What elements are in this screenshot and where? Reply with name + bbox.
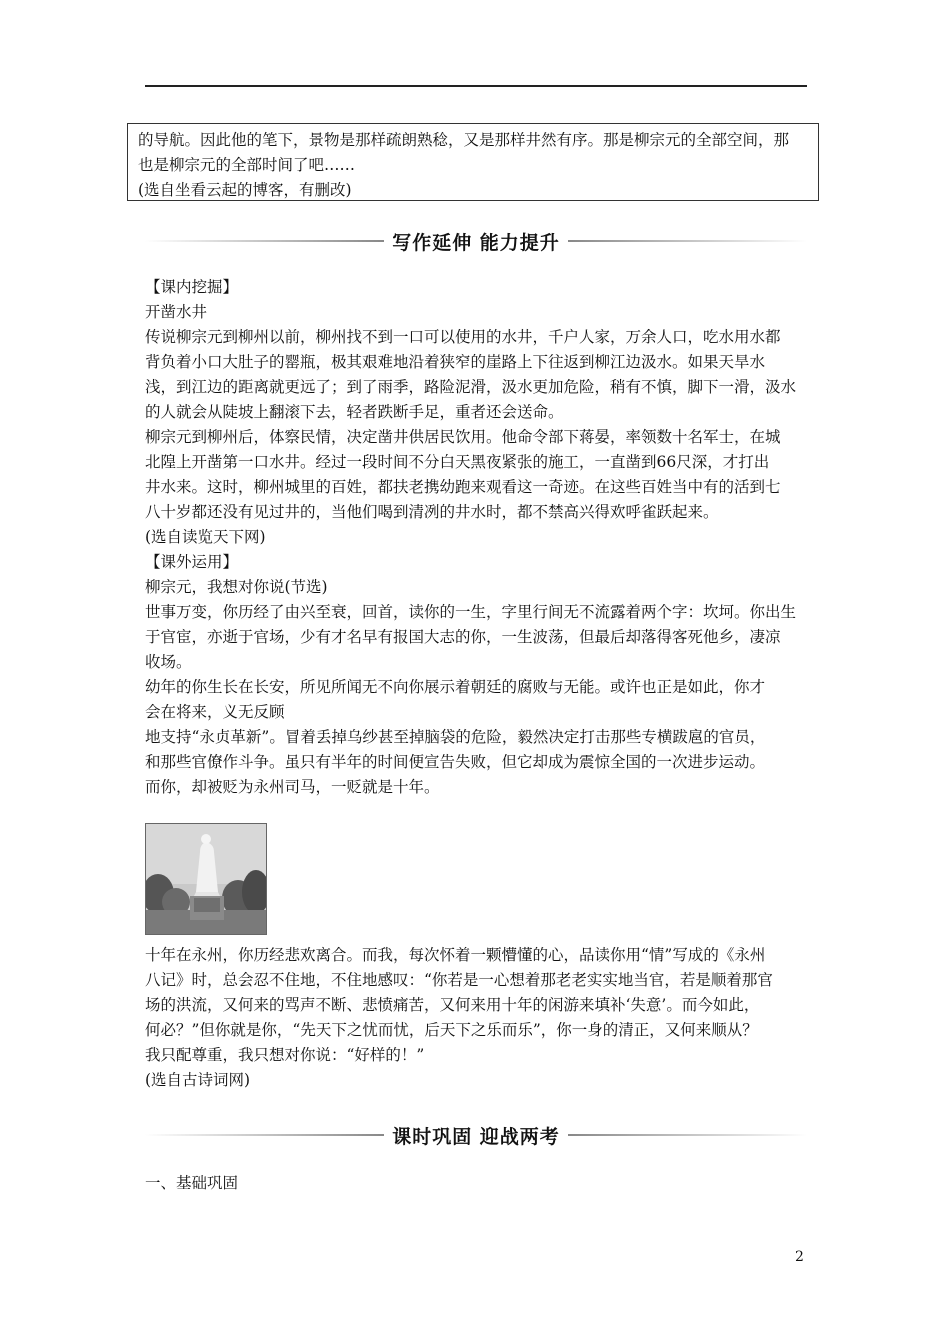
source-line: (选自读览天下网) [145, 528, 266, 546]
part-out-of-class-continued [145, 943, 825, 1093]
paragraph-line: 收场。 [145, 653, 192, 671]
boxed-line: 的导航。因此他的笔下，景物是那样疏朗熟稔，又是那样井然有序。那是柳宗元的全部空间，那 [138, 131, 790, 149]
paragraph-line: 八十岁都还没有见过井的，当他们喝到清冽的井水时，都不禁高兴得欢呼雀跃起来。 [145, 503, 719, 521]
page-number: 2 [795, 1249, 804, 1265]
source-line: (选自古诗词网) [145, 1071, 251, 1089]
part-subtitle: 柳宗元，我想对你说(节选) [145, 578, 328, 596]
heading-rule-left [145, 1134, 384, 1136]
section-heading-writing [145, 226, 807, 256]
part-label: 【课内挖掘】 [145, 278, 239, 296]
paragraph-line: 地支持“永贞革新”。冒着丢掉乌纱甚至掉脑袋的危险，毅然决定打击那些专横跋扈的官员， [145, 728, 766, 746]
heading-rule-right [568, 1134, 807, 1136]
statue-image [146, 824, 266, 934]
boxed-line: 也是柳宗元的全部时间了吧…… [138, 156, 356, 174]
paragraph-line: 世事万变，你历经了由兴至衰，回首，读你的一生，字里行间无不流露着两个字：坎坷。你出生 [145, 603, 797, 621]
section-item-label: 一、基础巩固 [145, 1174, 239, 1192]
paragraph-line: 会在将来，义无反顾 [145, 703, 285, 721]
paragraph-line: 北隍上开凿第一口水井。经过一段时间不分白天黑夜紧张的施工，一直凿到66尺深，才打出 [145, 453, 770, 471]
paragraph-line: 和那些官僚作斗争。虽只有半年的时间便宣告失败，但它却成为震惊全国的一次进步运动。 [145, 753, 766, 771]
paragraph-line: 井水来。这时，柳州城里的百姓，都扶老携幼跑来观看这一奇迹。在这些百姓当中有的活到七 [145, 478, 781, 496]
paragraph-line: 浅，到江边的距离就更远了；到了雨季，路险泥滑，汲水更加危险，稍有不慎，脚下一滑，汲水 [145, 378, 797, 396]
paragraph-line: 何必？”但你就是你，“先天下之忧而忧，后天下之乐而乐”，你一身的清正，又何来顺从？ [145, 1021, 758, 1039]
heading-rule-left [145, 240, 384, 242]
section-heading-review [145, 1120, 807, 1150]
header-rule [145, 85, 807, 87]
section-title: 写作延伸 能力提升 [392, 231, 560, 254]
paragraph-line: 传说柳宗元到柳州以前，柳州找不到一口可以使用的水井，千户人家，万余人口，吃水用水都 [145, 328, 781, 346]
paragraph-line: 的人就会从陡坡上翻滚下去，轻者跌断手足，重者还会送命。 [145, 403, 564, 421]
paragraph-line: 幼年的你生长在长安，所见所闻无不向你展示着朝廷的腐败与无能。或许也正是如此，你才 [145, 678, 766, 696]
paragraph-line: 而你，却被贬为永州司马，一贬就是十年。 [145, 778, 440, 796]
part-in-class [145, 275, 825, 800]
paragraph-line: 场的洪流，又何来的骂声不断、悲愤痛苦，又何来用十年的闲游来填补‘失意’。而今如此， [145, 996, 760, 1014]
section-item [145, 1171, 825, 1196]
paragraph-line: 八记》时，总会忍不住地，不住地感叹：“你若是一心想着那老老实实地当官，若是顺着那官 [145, 971, 773, 989]
part-label: 【课外运用】 [145, 553, 239, 571]
part-subtitle: 开凿水井 [145, 303, 208, 321]
heading-rule-right [568, 240, 807, 242]
paragraph-line: 柳宗元到柳州后，体察民情，决定凿井供居民饮用。他命令部下蒋晏，率领数十名军士，在城 [145, 428, 781, 446]
boxed-excerpt [127, 123, 819, 201]
paragraph-line: 于官宦，亦逝于官场，少有才名早有报国大志的你，一生波荡，但最后却落得客死他乡，凄凉 [145, 628, 781, 646]
paragraph-line: 十年在永州，你历经悲欢离合。而我，每次怀着一颗懵懂的心，品读你用“情”写成的《永州 [145, 946, 766, 964]
paragraph-line: 背负着小口大肚子的罂瓶，极其艰难地沿着狭窄的崖路上下往返到柳江边汲水。如果天旱水 [145, 353, 766, 371]
boxed-source: (选自坐看云起的博客，有删改) [138, 181, 352, 199]
paragraph-line: 我只配尊重，我只想对你说：“好样的！” [145, 1046, 425, 1064]
section-title: 课时巩固 迎战两考 [392, 1125, 560, 1148]
statue-photo [145, 823, 267, 935]
